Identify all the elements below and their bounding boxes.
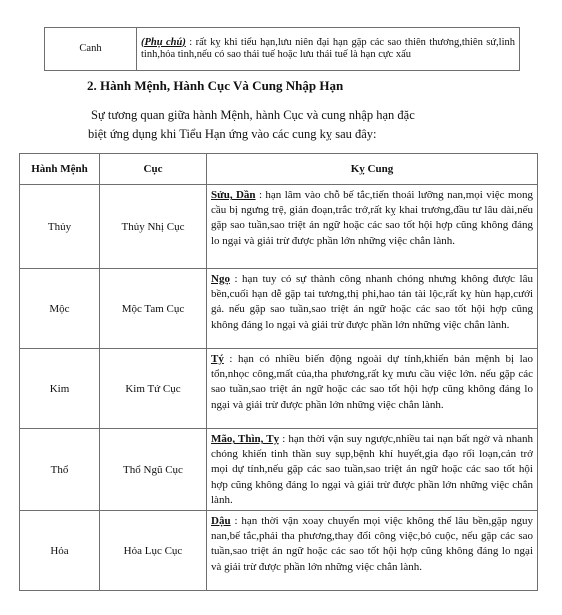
table-row bbox=[20, 429, 538, 511]
cell-cuc: Thổ Ngũ Cục bbox=[100, 429, 207, 511]
table-row bbox=[20, 269, 538, 349]
section-heading: 2. Hành Mệnh, Hành Cục Và Cung Nhập Hạn bbox=[87, 78, 344, 93]
row-label-canh: Canh bbox=[45, 28, 137, 71]
table-row bbox=[20, 511, 538, 591]
cung-name: Sửu, Dần bbox=[211, 189, 256, 201]
ky-cung-table bbox=[19, 153, 538, 591]
cell-hanh-menh: Hỏa bbox=[20, 511, 100, 591]
intro-line-2: biệt ứng dụng khi Tiểu Hạn ứng vào các cung kỵ sau đây: bbox=[88, 127, 377, 141]
cung-description: : hạn có nhiều biến động ngoài dự tính,khiến bản mệnh bị lao tổn,nhọc công,mất của,tha phương,rất kỵ mưu cầu việc lớn. nếu gặp các sao tuần,sao triệt án ngữ hoặc các sao tốt hội hợp cũng không đáng lo ngại và giải trừ được phần lớn những việc chẳn lành. bbox=[211, 353, 534, 411]
cell-ky-cung bbox=[207, 349, 538, 429]
intro-line-1: Sự tương quan giữa hành Mệnh, hành Cục và cung nhập hạn đặc bbox=[91, 108, 415, 122]
table-row bbox=[20, 185, 538, 269]
row-note bbox=[137, 28, 520, 71]
cung-name: Ngọ bbox=[211, 273, 230, 285]
cell-ky-cung bbox=[207, 185, 538, 269]
cung-name: Tý bbox=[211, 353, 224, 365]
note-text: : rất kỵ khi tiểu hạn,lưu niên đại hạn gặp các sao thiên thương,thiên sứ,linh tinh,hỏa tinh,nếu có sao thái tuế hoặc lưu thái tuế là hạn cực xấu bbox=[141, 36, 516, 60]
header-cuc: Cục bbox=[100, 154, 207, 185]
table-row bbox=[45, 28, 520, 71]
note-label: (Phụ chú) bbox=[141, 36, 186, 48]
cell-cuc: Hỏa Lục Cục bbox=[100, 511, 207, 591]
cell-ky-cung bbox=[207, 269, 538, 349]
cell-hanh-menh: Thủy bbox=[20, 185, 100, 269]
cung-description: : hạn thời vận suy ngược,nhiều tai nạn bất ngờ và nhanh chóng khiến tinh thần suy sụp,bệnh khí huyết,gia đạo rối loạn,cản trở mọi dự tính,nếu gặp các sao tuần,sao triệt án ngữ hoặc các sao tốt hội hợp cũng không đáng lo ngại và giải trừ được phần lớn những việc chẳn lành. bbox=[211, 433, 534, 506]
cell-cuc: Mộc Tam Cục bbox=[100, 269, 207, 349]
cell-cuc: Thủy Nhị Cục bbox=[100, 185, 207, 269]
cung-description: : hạn thời vận xoay chuyển mọi việc không thể lâu bền,gặp nguy nan,bế tắc,phải tha phương,thay đổi công việc,bỏ cuộc, nếu gặp các sao tuần,sao triệt án ngữ hoặc các sao tốt hội hợp cũng không đáng lo ngại và giải trừ được phần lớn những việc chẳn lành. bbox=[211, 515, 533, 573]
table-row bbox=[20, 349, 538, 429]
cung-name: Dậu bbox=[211, 515, 231, 528]
cell-hanh-menh: Kim bbox=[20, 349, 100, 429]
header-ky-cung: Kỵ Cung bbox=[207, 154, 538, 185]
header-hanh-menh: Hành Mệnh bbox=[20, 154, 100, 185]
cung-description: : hạn tuy có sự thành công nhanh chóng nhưng không được lâu bền,cuối hạn dễ gặp tai tương,thị phi,hao tán tài lộc,rất kỵ hùn hạp,cưới gả. nếu gặp sao tuần,sao triệt án ngữ hoặc các sao tốt hội hợp cũng không đáng lo ngại và giải trừ được phần lớn những việc chẳn lành. bbox=[211, 273, 533, 331]
cell-hanh-menh: Thổ bbox=[20, 429, 100, 511]
cell-hanh-menh: Mộc bbox=[20, 269, 100, 349]
cell-cuc: Kim Tứ Cục bbox=[100, 349, 207, 429]
cung-description: : hạn lâm vào chỗ bế tắc,tiến thoái lưỡng nan,mọi việc mong cầu bị ngưng trệ, gián đoạn,trắc trở,rất kỵ khai trương,đầu tư lâu dài,nếu gặp sao tuần,sao triệt án ngữ hoặc các sao tốt hội hợp cũng không đáng lo ngại và giải trừ được phần lớn những việc chẳn lành. bbox=[211, 189, 533, 247]
intro-paragraph bbox=[88, 106, 518, 144]
cell-ky-cung bbox=[207, 511, 538, 591]
cell-ky-cung bbox=[207, 429, 538, 511]
previous-table-fragment bbox=[44, 27, 520, 71]
table-header-row bbox=[20, 154, 538, 185]
cung-name: Mão, Thìn, Tỵ bbox=[211, 433, 280, 445]
